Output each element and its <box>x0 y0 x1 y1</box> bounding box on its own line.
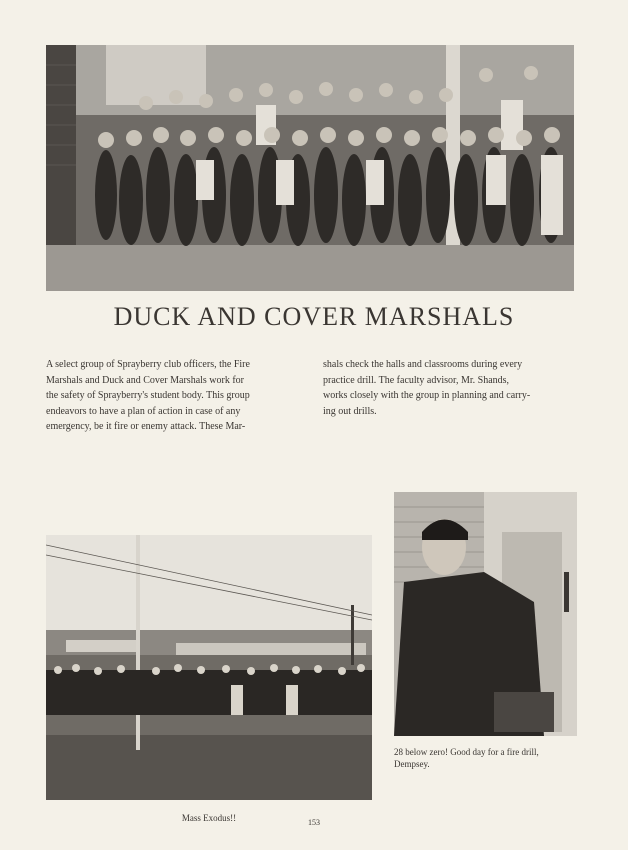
body-line: A select group of Sprayberry club officers, the Fire <box>46 359 250 370</box>
body-line: works closely with the group in planning and carry- <box>323 390 531 401</box>
page-number: 153 <box>308 818 320 827</box>
mass-exodus-photo-image <box>46 535 372 800</box>
body-line: shals check the halls and classrooms during every <box>323 359 523 370</box>
body-line: practice drill. The faculty advisor, Mr. Shands, <box>323 374 510 386</box>
body-line: endeavors to have a plan of action in case of any <box>46 405 241 417</box>
caption-line: Dempsey. <box>394 759 430 769</box>
body-text-right <box>323 357 575 419</box>
fire-drill-caption <box>394 746 584 770</box>
body-line: emergency, be it fire or enemy attack. These Mar- <box>46 421 246 432</box>
fire-drill-photo-image <box>394 492 577 736</box>
group-photo-image <box>46 45 574 291</box>
mass-exodus-caption: Mass Exodus!! <box>181 813 237 823</box>
body-line: ing out drills. <box>323 405 377 417</box>
body-line: Marshals and Duck and Cover Marshals work for <box>46 374 245 386</box>
body-line: the safety of Sprayberry's student body. This group <box>46 390 250 401</box>
body-text-left <box>46 357 302 435</box>
page-title: DUCK AND COVER MARSHALS <box>113 302 515 331</box>
caption-line: 28 below zero! Good day for a fire drill, <box>394 747 539 757</box>
group-photo <box>46 45 574 291</box>
mass-exodus-photo <box>46 535 372 800</box>
fire-drill-photo <box>394 492 577 736</box>
